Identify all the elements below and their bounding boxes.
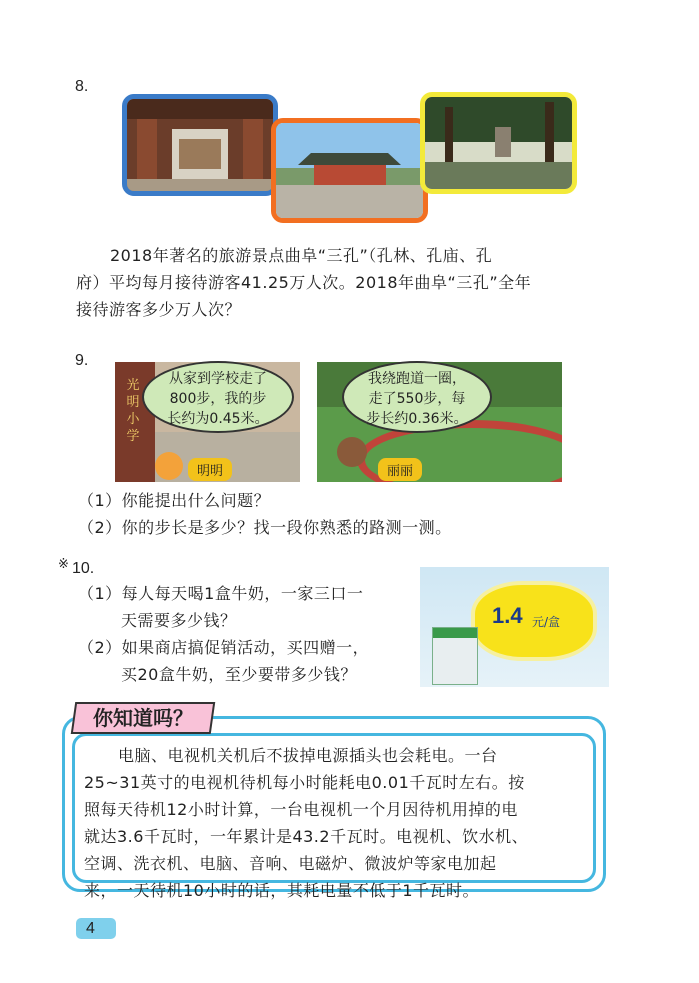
q10-item-2-line-2: 买20盒牛奶，至少要带多少钱？ <box>121 665 357 684</box>
li-speech-bubble <box>342 361 492 433</box>
school-sign: 光明小学 <box>126 378 140 444</box>
ming-name-tag: 明明 <box>188 458 232 481</box>
info-line: 电脑、电视机关机后不拔掉电源插头也会耗电。一台 <box>118 746 498 765</box>
photo-gate <box>122 94 278 196</box>
ming-bubble-line: 800步，我的步 <box>169 391 267 407</box>
price-unit: 元/盒 <box>532 615 561 629</box>
q9-item-1: （1）你能提出什么问题？ <box>78 491 271 510</box>
question-10-items <box>78 580 418 688</box>
question-9-number: 9. <box>75 352 89 369</box>
ming-bubble-line: 长约为0.45米。 <box>167 411 269 427</box>
milk-carton <box>432 627 478 685</box>
q10-item-1-line-1: （1）每人每天喝1盒牛奶，一家三口一 <box>78 584 364 603</box>
info-title-tag <box>71 702 215 734</box>
q10-item-1-line-2: 天需要多少钱？ <box>121 611 237 630</box>
girl-figure <box>337 437 367 467</box>
q8-line-2: 府）平均每月接待游客41.25万人次。2018年曲阜“三孔”全年 <box>76 273 532 292</box>
q8-line-3: 接待游客多少万人次？ <box>76 300 242 319</box>
boy-figure <box>155 452 183 480</box>
q10-item-2-line-1: （2）如果商店搞促销活动，买四赠一， <box>78 638 370 657</box>
info-line: 空调、洗衣机、电脑、音响、电磁炉、微波炉等家电加起 <box>84 854 497 873</box>
li-bubble-line: 走了550步，每 <box>368 391 466 407</box>
question-10-number: 10. <box>72 560 95 577</box>
price-value: 1.4 <box>492 603 523 628</box>
info-line: 25~31英寸的电视机待机每小时能耗电0.01千瓦时左右。按 <box>84 773 525 792</box>
question-8-text <box>76 242 611 323</box>
photo-forest <box>420 92 577 194</box>
li-bubble-line: 我绕跑道一圈， <box>368 371 466 387</box>
info-title: 你知道吗？ <box>93 706 193 730</box>
li-bubble-line: 步长约0.36米。 <box>366 411 468 427</box>
q9-item-2: （2）你的步长是多少？找一段你熟悉的路测一测。 <box>78 518 452 537</box>
ming-speech-bubble <box>142 361 294 433</box>
photo-temple <box>271 118 428 223</box>
info-line: 来，一天待机10小时的话，其耗电量不低于1千瓦时。 <box>84 881 480 900</box>
info-line: 就达3.6千瓦时，一年累计是43.2千瓦时。电视机、饮水机、 <box>84 827 529 846</box>
info-line: 照每天待机12小时计算，一台电视机一个月因待机用掉的电 <box>84 800 518 819</box>
ming-bubble-line: 从家到学校走了 <box>169 371 267 387</box>
info-text <box>84 742 594 904</box>
page-number: 4 <box>76 918 116 939</box>
li-name-tag: 丽丽 <box>378 458 422 481</box>
milk-price-panel <box>420 567 609 687</box>
question-8-number: 8. <box>75 78 89 95</box>
q8-line-1: 2018年著名的旅游景点曲阜“三孔”（孔林、孔庙、孔 <box>110 246 493 265</box>
question-9-items <box>78 487 608 541</box>
optional-mark: ※ <box>58 557 69 572</box>
